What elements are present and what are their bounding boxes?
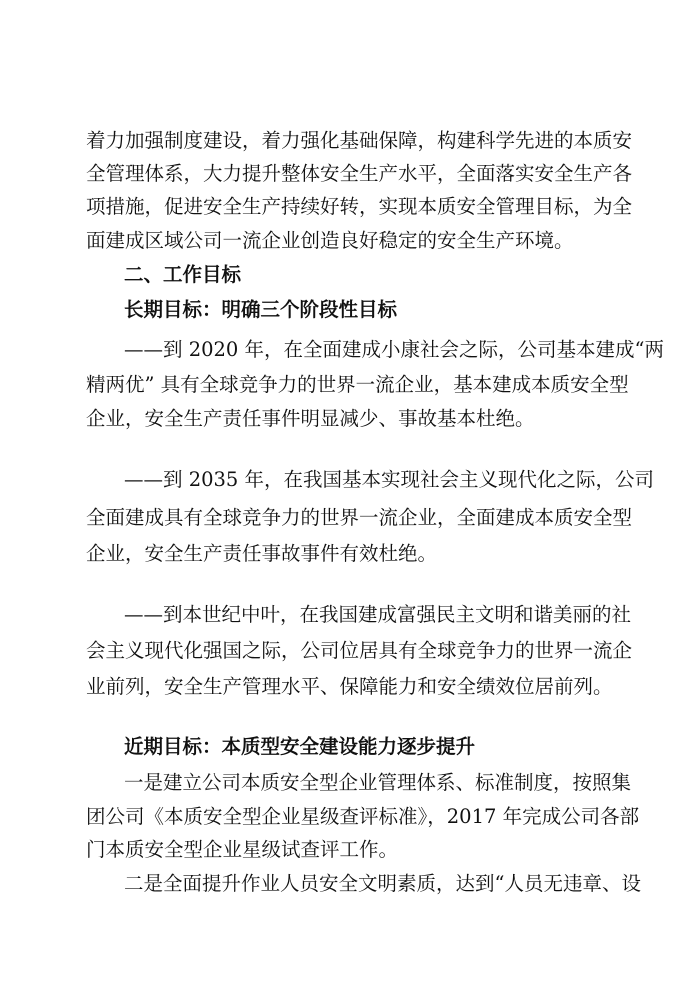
intro-line: 面建成区域公司一流企业创造良好稳定的安全生产环境。: [86, 229, 574, 252]
section-heading: 二、工作目标: [124, 263, 242, 286]
goal-2020-line: ——到 2020 年，在全面建成小康社会之际，公司基本建成“两: [124, 338, 664, 361]
intro-line: 全管理体系，大力提升整体安全生产水平，全面落实安全生产各: [86, 162, 633, 185]
goal-2020-line: 精两优” 具有全球竞争力的世界一流企业，基本建成本质安全型: [86, 373, 629, 396]
goal-midcentury-line: 业前列，安全生产管理水平、保障能力和安全绩效位居前列。: [86, 675, 613, 698]
goal-2020-line: 企业，安全生产责任事件明显减少、事故基本杜绝。: [86, 407, 535, 430]
near-item-1-line: 团公司《本质安全型企业星级查评标准》，2017 年完成公司各部: [86, 805, 640, 828]
near-item-2-line: 二是全面提升作业人员安全文明素质，达到“人员无违章、设: [124, 872, 641, 895]
long-term-heading: 长期目标：明确三个阶段性目标: [124, 298, 398, 321]
intro-line: 项措施，促进安全生产持续好转，实现本质安全管理目标，为全: [86, 195, 633, 218]
goal-2035-line: 企业，安全生产责任事故事件有效杜绝。: [86, 542, 438, 565]
goal-2035-line: ——到 2035 年，在我国基本实现社会主义现代化之际，公司: [124, 468, 655, 491]
goal-midcentury-line: ——到本世纪中叶，在我国建成富强民主文明和谐美丽的社: [124, 603, 632, 626]
goal-2035-line: 全面建成具有全球竞争力的世界一流企业，全面建成本质安全型: [86, 506, 633, 529]
near-item-1-line: 一是建立公司本质安全型企业管理体系、标准制度，按照集: [124, 771, 632, 794]
near-term-heading: 近期目标：本质型安全建设能力逐步提升: [124, 735, 476, 758]
near-item-1-line: 门本质安全型企业星级试查评工作。: [86, 838, 399, 861]
goal-midcentury-line: 会主义现代化强国之际，公司位居具有全球竞争力的世界一流企: [86, 639, 633, 662]
intro-line: 着力加强制度建设，着力强化基础保障，构建科学先进的本质安: [86, 129, 633, 152]
